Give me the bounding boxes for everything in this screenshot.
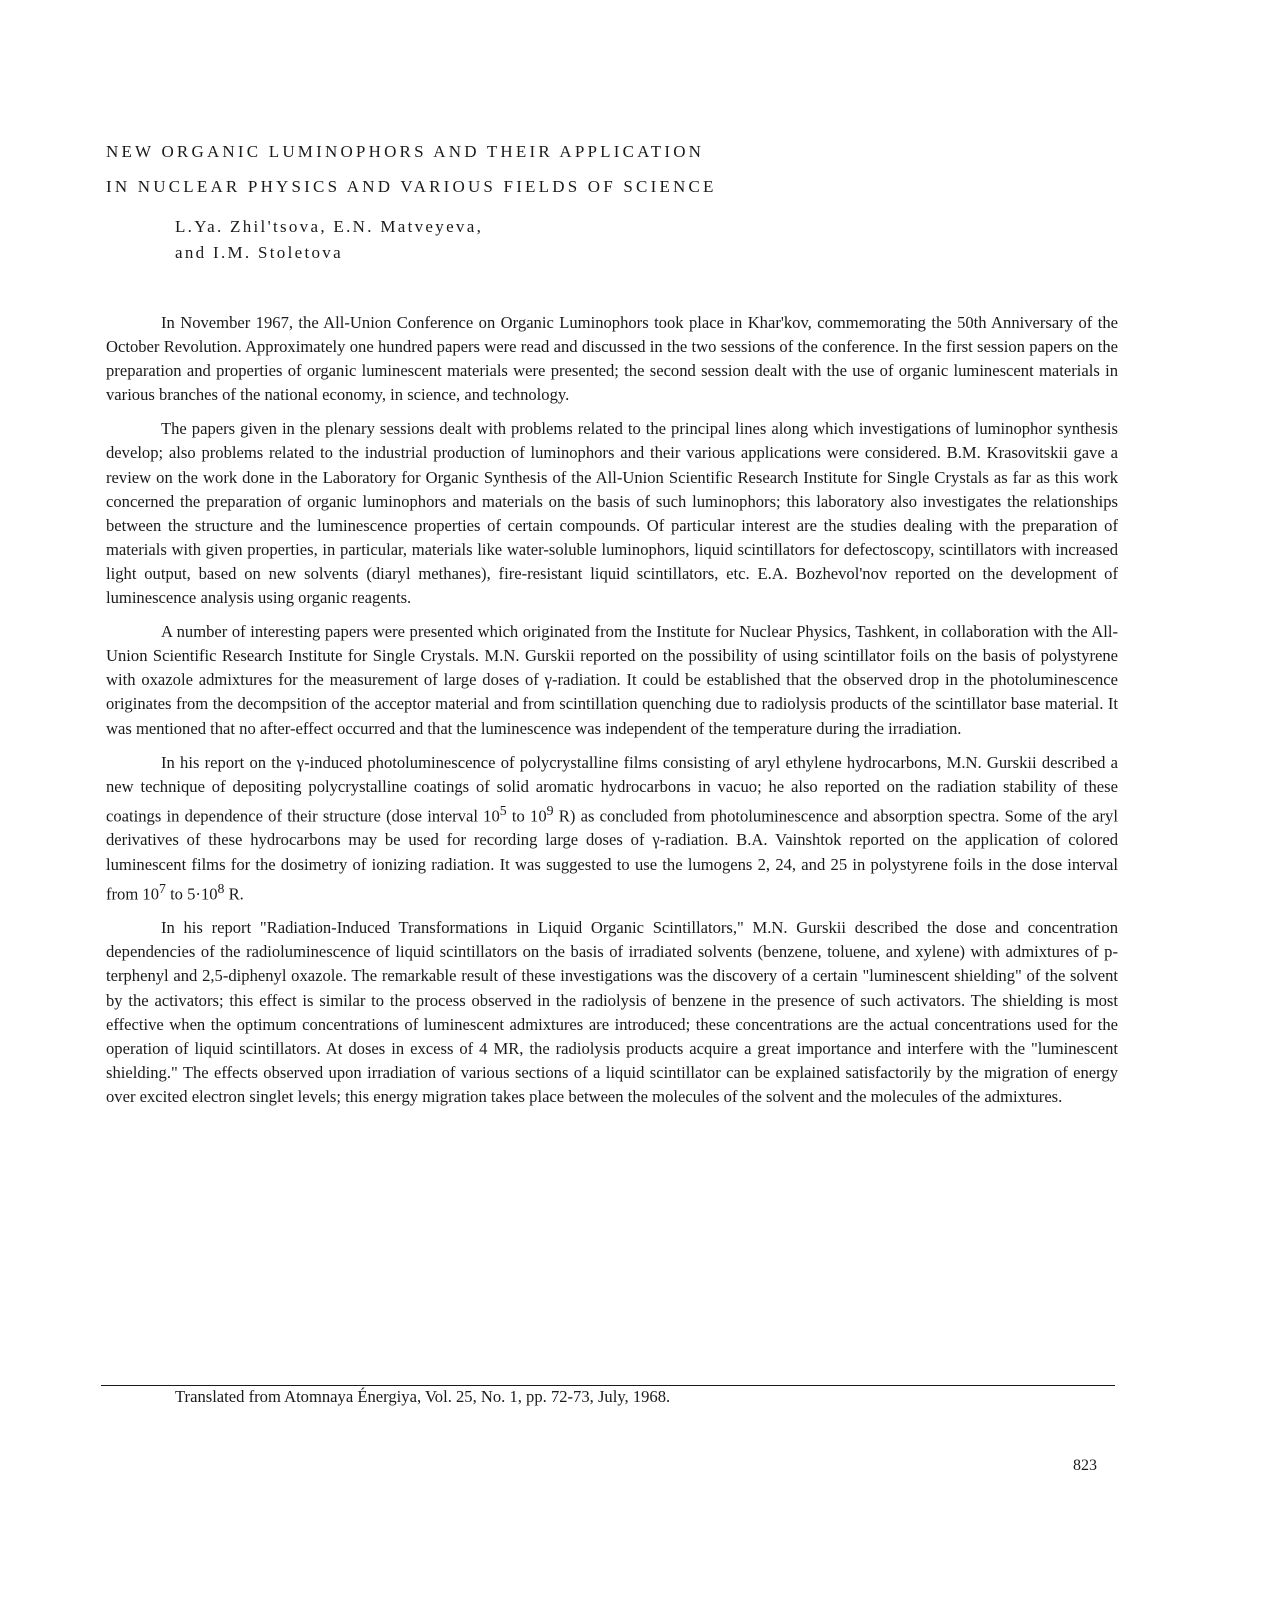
paragraph-4-text: to 5·10 bbox=[165, 884, 218, 904]
translation-footnote: Translated from Atomnaya Énergiya, Vol. 25, No. 1, pp. 72-73, July, 1968. bbox=[175, 1387, 671, 1406]
author-list bbox=[175, 214, 483, 266]
title-line-1: NEW ORGANIC LUMINOPHORS AND THEIR APPLICATION bbox=[106, 142, 705, 161]
paragraph-4-text: In his report on the γ-induced photoluminescence of polycrystalline films consisting of aryl ethylene hydrocarbons, M.N. Gurskii described a new technique of depositing polycrystalline coatings of solid aromatic hydrocarbons in vacuo; he also reported on the radiation stability of these coatings in dependence of their structure (dose interval 10 bbox=[106, 752, 1118, 826]
paragraph-4-text: R) as concluded from photoluminescence and absorption spectra. Some of the aryl derivatives of these hydrocarbons may be used for recording large doses of γ-radiation. B.A. Vainshtok reported on the application of colored luminescent films for the dosimetry of ionizing radiation. It was suggested to use the lumogens 2, 24, and 25 in polystyrene foils in the dose interval from 10 bbox=[106, 806, 1118, 904]
title-line-2: IN NUCLEAR PHYSICS AND VARIOUS FIELDS OF SCIENCE bbox=[106, 177, 717, 196]
exponent: 5 bbox=[499, 802, 507, 818]
article-title bbox=[106, 134, 717, 204]
paragraph-2: The papers given in the plenary sessions dealt with problems related to the principal lines along which investigations of luminophor synthesis develop; also problems related to the industrial production of luminophors and their various applications were considered. B.M. Krasovitskii gave a review on the work done in the Laboratory for Organic Synthesis of the All-Union Scientific Research Institute for Single Crystals as far as this work concerned the preparation of organic luminophors and materials on the basis of such luminophors; this laboratory also investigates the relationships between the structure and the luminescence properties of certain compounds. Of particular interest are the studies dealing with the preparation of materials with given properties, in particular, materials like water-soluble luminophors, liquid scintillators for defectoscopy, scintillators with increased light output, based on new solvents (diaryl methanes), fire-resistant liquid scintillators, etc. E.A. Bozhevol'nov reported on the development of luminescence analysis using organic reagents. bbox=[106, 419, 1118, 608]
paragraph-4-text: R. bbox=[224, 884, 244, 904]
page-number: 823 bbox=[1073, 1457, 1097, 1474]
paragraph-4-text: to 10 bbox=[506, 806, 547, 826]
paragraph-5: In his report "Radiation-Induced Transformations in Liquid Organic Scintillators," M.N. Gurskii described the dose and concentration dependencies of the radioluminescence of liquid scintillators on the basis of irradiated solvents (benzene, toluene, and xylene) with admixtures of p-terphenyl and 2,5-diphenyl oxazole. The remarkable result of these investigations was the discovery of a certain "luminescent shielding" of the solvent by the activators; this effect is similar to the process observed in the radiolysis of benzene in the presence of such activators. The shielding is most effective when the optimum concentrations of luminescent admixtures are introduced; these concentrations are the actual concentrations used for the operation of liquid scintillators. At doses in excess of 4 MR, the radiolysis products acquire a great importance and interfere with the "luminescent shielding." The effects observed upon irradiation of various sections of a liquid scintillator can be explained satisfactorily by the migration of energy over excited electron singlet levels; this energy migration takes place between the molecules of the solvent and the molecules of the admixtures. bbox=[106, 918, 1118, 1106]
paragraph-3: A number of interesting papers were presented which originated from the Institute for Nuclear Physics, Tashkent, in collaboration with the All-Union Scientific Research Institute for Single Crystals. M.N. Gurskii reported on the possibility of using scintillator foils on the basis of polystyrene with oxazole admixtures for the measurement of large doses of γ-radiation. It could be established that the observed drop in the photoluminescence originates from the decompsition of the acceptor material and from scintillation quenching due to radiolysis products of the scintillator base material. It was mentioned that no after-effect occurred and that the luminescence was independent of the temperature during the irradiation. bbox=[106, 622, 1118, 738]
exponent: 9 bbox=[546, 802, 554, 818]
article-body bbox=[106, 311, 1118, 1119]
exponent: 8 bbox=[217, 880, 225, 896]
paragraph-4 bbox=[106, 751, 1118, 907]
author-line-1: L.Ya. Zhil'tsova, E.N. Matveyeva, bbox=[175, 217, 484, 236]
paragraph-1: In November 1967, the All-Union Conference on Organic Luminophors took place in Khar'kov, commemorating the 50th Anniversary of the October Revolution. Approximately one hundred papers were read and discussed in the two sessions of the conference. In the first session papers on the preparation and properties of organic luminescent materials were presented; the second session dealt with the use of organic luminescent materials in various branches of the national economy, in science, and technology. bbox=[106, 313, 1118, 405]
exponent: 7 bbox=[159, 880, 166, 896]
author-line-2: and I.M. Stoletova bbox=[175, 243, 343, 262]
